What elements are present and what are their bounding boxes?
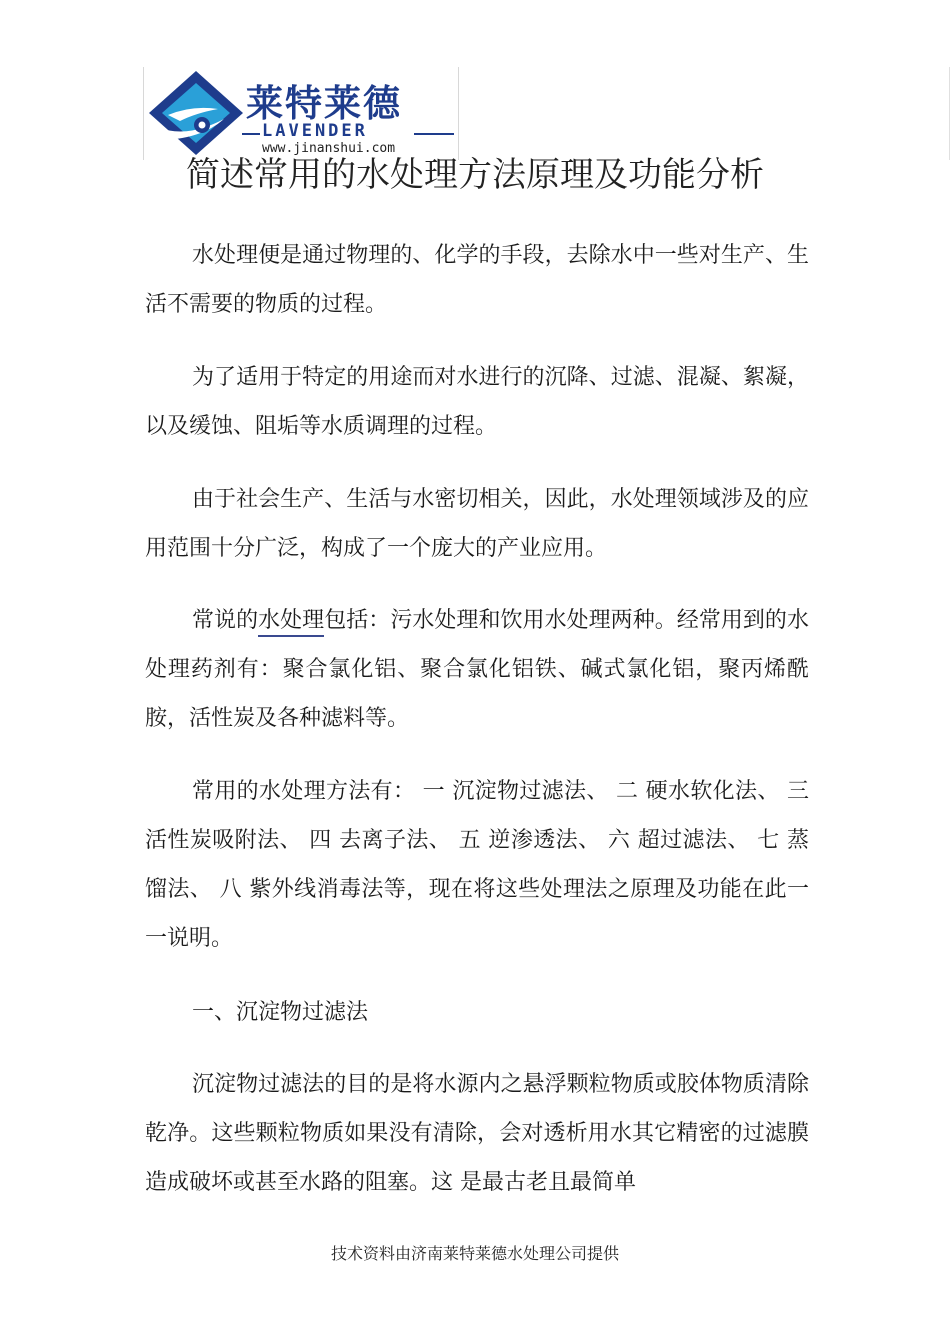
- logo-url: www.jinanshui.com: [262, 141, 396, 156]
- page-title: 简述常用的水处理方法原理及功能分析: [186, 155, 764, 195]
- logo-emblem-icon: [146, 69, 246, 157]
- water-treatment-link[interactable]: 水处理: [258, 608, 324, 637]
- logo-chinese-name: 莱特莱德: [246, 82, 402, 125]
- paragraph-categories-rest: 包括：污水处理和饮用水处理两种。经常用到的水处理药剂有：聚合氯化铝、聚合氯化铝铁、碱式氯化铝，聚丙烯酰胺，活性炭及各种滤料等。: [145, 608, 809, 731]
- paragraph-categories: [145, 596, 809, 743]
- logo-english-name: LAVENDER: [262, 121, 368, 141]
- logo-rule-left: [242, 133, 260, 135]
- page-footer: 技术资料由济南莱特莱德水处理公司提供: [330, 1244, 619, 1263]
- paragraph-purpose: 为了适用于特定的用途而对水进行的沉降、过滤、混凝、絮凝，以及缓蚀、阻垢等水质调理的过程。: [145, 365, 809, 439]
- paragraph-intro: 水处理便是通过物理的、化学的手段，去除水中一些对生产、生活不需要的物质的过程。: [145, 243, 809, 317]
- paragraph-categories-lead: 常说的: [192, 608, 259, 633]
- paragraph-methods-list: 常用的水处理方法有： 一 沉淀物过滤法、 二 硬水软化法、 三 活性炭吸附法、 四 去离子法、 五 逆渗透法、 六 超过滤法、 七 蒸馏法、 八 紫外线消毒法等，现在将这些处理法之原理及功能在此一一说明。: [145, 779, 809, 951]
- paragraph-scope: 由于社会生产、生活与水密切相关，因此，水处理领域涉及的应用范围十分广泛，构成了一个庞大的产业应用。: [145, 487, 809, 561]
- section-heading-sediment-filtration: 一、沉淀物过滤法: [192, 1000, 369, 1025]
- logo-rule-right: [414, 133, 454, 135]
- paragraph-sediment-filtration: 沉淀物过滤法的目的是将水源内之悬浮颗粒物质或胶体物质清除乾净。这些颗粒物质如果没有清除，会对透析用水其它精密的过滤膜造成破坏或甚至水路的阻塞。这 是最古老且最简单: [145, 1072, 809, 1195]
